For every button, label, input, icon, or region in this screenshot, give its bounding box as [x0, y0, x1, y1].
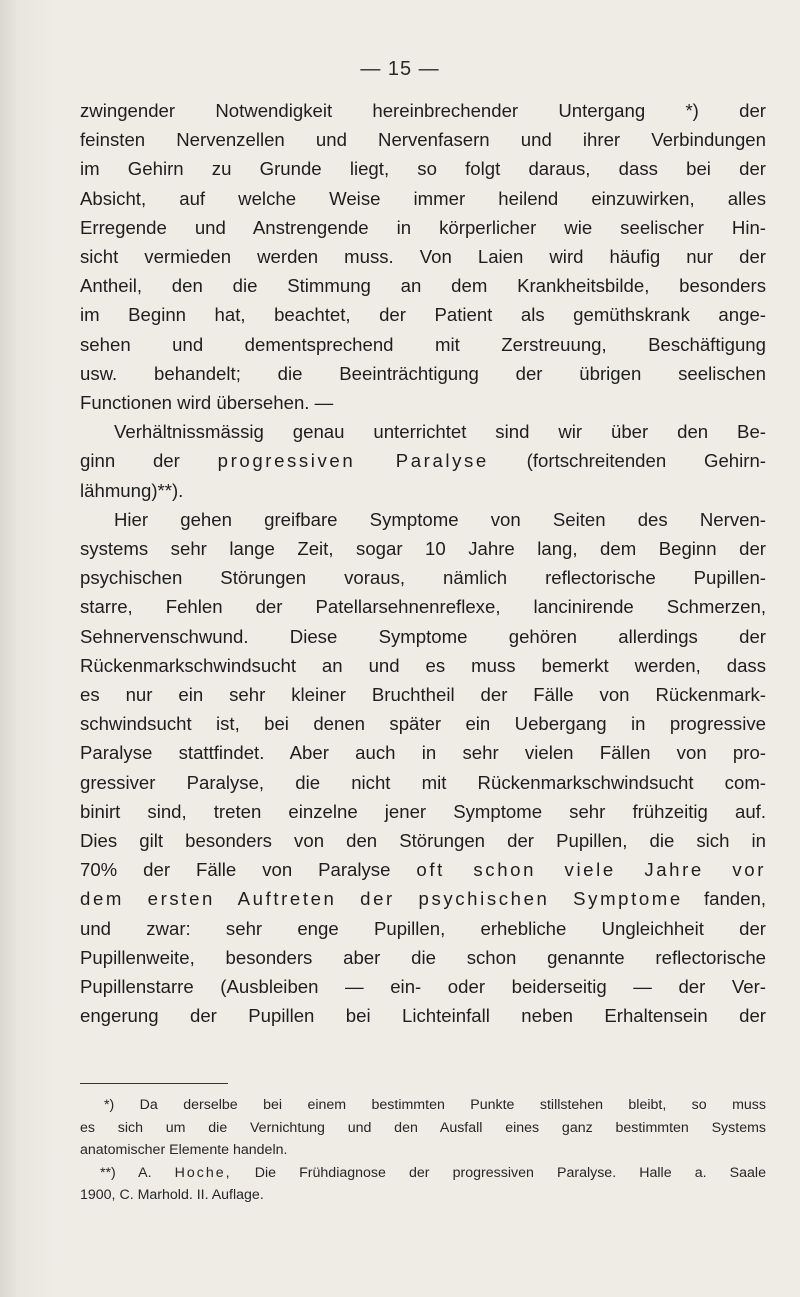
footnotes	[80, 1094, 766, 1207]
emphasis-spaced: dem ersten Auftreten der psychischen Symptome	[80, 888, 683, 910]
text-line	[80, 884, 766, 913]
footnote-line: *) Da derselbe bei einem bestimmten Punkte stillstehen bleibt, so muss	[104, 1097, 766, 1113]
footnote-line: 1900, C. Marhold. II. Auflage.	[80, 1187, 264, 1203]
text-line: Paralyse stattfindet. Aber auch in sehr vielen Fällen von pro-	[80, 742, 766, 764]
text-fragment: 70% der Fälle von Paralyse	[80, 859, 391, 881]
text-line: sehen und dementsprechend mit Zerstreuung, Beschäftigung	[80, 333, 766, 355]
text-line: Sehnervenschwund. Diese Symptome gehören allerdings der	[80, 625, 766, 647]
text-line: Hier gehen greifbare Symptome von Seiten des Nerven-	[114, 508, 766, 530]
emphasis-spaced: oft schon viele Jahre vor	[416, 859, 766, 881]
page-number: — 15 —	[360, 58, 440, 80]
footnote-line: anatomischer Elemente handeln.	[80, 1142, 288, 1158]
text-line: lähmung)**).	[80, 479, 184, 501]
text-line: binirt sind, treten einzelne jener Symptome sehr frühzeitig auf.	[80, 800, 766, 822]
text-line: Pupillenweite, besonders aber die schon genannte reflectorische	[80, 946, 766, 968]
footnote-divider	[80, 1083, 228, 1084]
text-line: systems sehr lange Zeit, sogar 10 Jahre lang, dem Beginn der	[80, 538, 766, 560]
text-fragment: fanden,	[703, 888, 766, 910]
footnote-marker: **) A.	[100, 1164, 152, 1181]
footnote-author: Hoche,	[174, 1164, 232, 1181]
text-line: usw. behandelt; die Beeinträchtigung der übrigen seelischen	[80, 362, 766, 384]
text-line: Functionen wird übersehen. —	[80, 392, 334, 414]
text-line: Pupillenstarre (Ausbleiben — ein- oder beiderseitig — der Ver-	[80, 976, 766, 998]
text-line: sicht vermieden werden muss. Von Laien wird häufig nur der	[80, 246, 766, 268]
text-line: Dies gilt besonders von den Störungen der Pupillen, die sich in	[80, 830, 766, 852]
emphasis-spaced: progressiven Paralyse	[217, 450, 489, 472]
text-line: und zwar: sehr enge Pupillen, erhebliche Ungleichheit der	[80, 917, 766, 939]
text-line: Erregende und Anstrengende in körperlicher wie seelischer Hin-	[80, 216, 766, 238]
text-line	[80, 446, 766, 475]
text-line	[80, 855, 766, 884]
text-line: Antheil, den die Stimmung an dem Krankheitsbilde, besonders	[80, 275, 766, 297]
text-line: im Beginn hat, beachtet, der Patient als gemüthskrank ange-	[80, 304, 766, 326]
text-fragment: ginn der	[80, 450, 180, 472]
text-line: starre, Fehlen der Patellarsehnenreflexe, lancinirende Schmerzen,	[80, 596, 766, 618]
text-line: schwindsucht ist, bei denen später ein Uebergang in progressive	[80, 713, 766, 735]
text-line: im Gehirn zu Grunde liegt, so folgt daraus, dass bei der	[80, 158, 766, 180]
footnote-line	[80, 1162, 766, 1185]
text-line: gressiver Paralyse, die nicht mit Rückenmarkschwindsucht com-	[80, 771, 766, 793]
text-line: engerung der Pupillen bei Lichteinfall neben Erhaltensein der	[80, 1005, 766, 1027]
text-fragment: (fortschreitenden Gehirn-	[526, 450, 766, 472]
footnote-citation: Die Frühdiagnose der progressiven Paralyse. Halle a. Saale	[254, 1164, 766, 1181]
text-line: zwingender Notwendigkeit hereinbrechender Untergang *) der	[80, 100, 766, 121]
text-line: es nur ein sehr kleiner Bruchtheil der Fälle von Rückenmark-	[80, 684, 766, 706]
text-line: Verhältnissmässig genau unterrichtet sind wir über den Be-	[114, 421, 766, 443]
footnote-line: es sich um die Vernichtung und den Ausfall eines ganz bestimmten Systems	[80, 1119, 766, 1136]
text-line: feinsten Nervenzellen und Nervenfasern und ihrer Verbindungen	[80, 129, 766, 151]
main-text	[80, 96, 766, 1031]
text-line: psychischen Störungen voraus, nämlich reflectorische Pupillen-	[80, 567, 766, 589]
text-line: Rückenmarkschwindsucht an und es muss bemerkt werden, dass	[80, 654, 766, 676]
text-line: Absicht, auf welche Weise immer heilend einzuwirken, alles	[80, 187, 766, 209]
